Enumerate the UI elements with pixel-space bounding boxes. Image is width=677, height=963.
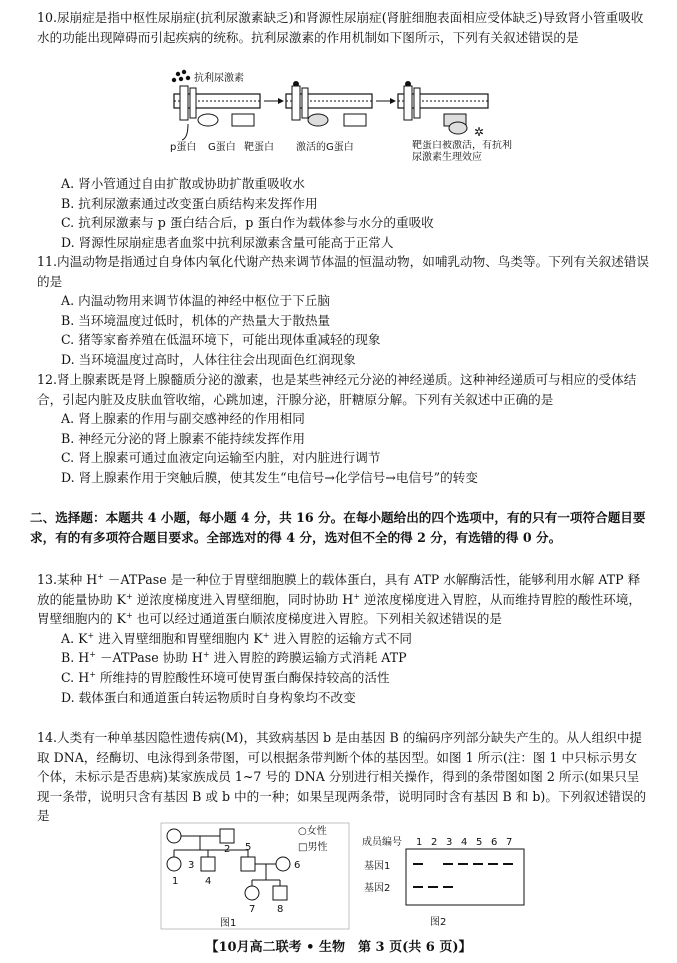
pedigree-female-3 [167,857,181,871]
q11-option-b[interactable]: B. 当环境温度过低时，机体的产热量大于散热量 [61,312,331,328]
q13-c-seg: C. H [61,669,90,685]
q13-c-seg: 所维持的胃腔酸性环境可使胃蛋白酶保持较高的活性 [95,669,390,685]
question-14-stem: 14.人类有一种单基因隐性遗传病(M)，其致病基因 b 是由基因 B 的编码序列部分缺失产生的。从人组织中提取 DNA，经酶切、电泳得到条带图，可以根据条带判断个体的基因型。如图 1 所示(注：图 1 中只标示男女个体，未标示是否患病)某家族成员 1~7 号的 DNA 分别进行相关操作，得到的条带图如图 2 所示(如果只呈现一条带，说明只含有基因 B 或 b 中的一种；如果呈现两条带，说明同时含有基因 B 和 b)。下列叙述错误的是 [37,730,647,824]
gene-1-band [503,863,513,865]
pedigree-number: 3 [188,860,195,871]
q13-a-seg: 进入胃腔的运输方式不同 [269,630,413,646]
q12-option-a[interactable]: A. 肾上腺素的作用与副交感神经的作用相同 [61,411,305,427]
q10-option-c[interactable]: C. 抗利尿激素与 p 蛋白结合后，p 蛋白作为载体参与水分的重吸收 [61,215,434,231]
question-10-stem: 10.尿崩症是指中枢性尿崩症(抗利尿激素缺乏)和肾源性尿崩症(肾脏细胞表面相应受体缺乏)导致肾小管重吸收水的功能出现障碍而引起疾病的统称。抗利尿激素的作用机制如下图所示，下列有关叙述错误的是 [37,10,644,45]
q13-b-seg: 进入胃腔的跨膜运输方式消耗 ATP [209,650,407,666]
member-number: 1 [416,837,423,848]
gene-1-label: 基因1 [364,861,391,872]
pedigree-number: 7 [249,904,256,915]
q13-a-seg: A. K [61,630,88,646]
gene-1-band [488,863,498,865]
membrane-panel-1 [174,86,260,140]
pedigree-number: 5 [245,842,252,853]
section-2-heading [30,508,650,547]
q10-option-a[interactable]: A. 肾小管通过自由扩散或协助扩散重吸收水 [61,176,305,191]
gene-2-band [413,886,423,888]
pedigree-number: 8 [277,904,284,915]
q10-option-b[interactable]: B. 抗利尿激素通过改变蛋白质结构来发挥作用 [61,195,318,211]
gene-2-bands [413,886,453,888]
page-footer: 【10月高二联考 • 生物 第 3 页(共 6 页)】 [205,940,472,955]
figure-1-caption: 图1 [220,918,237,929]
question-14 [37,728,649,826]
q13-stem-seg: －ATPase 是一种位于胃壁细胞膜上的载体蛋白，具有 ATP 水解酶活性，能够利用水解 ATP 释放的能量协助 K [37,572,641,607]
question-13-stem [37,570,649,629]
q13-sup: + [125,591,133,601]
member-number: 5 [476,837,483,848]
q13-option-a[interactable] [37,629,649,649]
membrane-panel-2 [286,81,372,126]
target-protein-label: 靶蛋白 [244,142,274,153]
pedigree-number: 2 [224,844,231,855]
member-number-row [416,837,512,848]
gene-1-band [458,863,468,865]
arrow-2-head-icon [390,98,396,104]
gel-band-figure [360,833,528,931]
q13-c-sup: + [89,669,96,679]
question-12 [37,370,649,488]
q13-option-c[interactable] [37,668,649,688]
q11-option-d[interactable]: D. 当环境温度过高时，人体往往会出现面色红润现象 [61,351,356,367]
legend-female: ○女性 [298,826,327,837]
q13-sup: + [97,572,104,581]
pedigree-male-4 [201,857,215,871]
legend-male: □男性 [298,842,328,853]
activated-target-label: 靶蛋白被激活，有抗利尿激素生理效应 [412,140,512,163]
member-number: 7 [506,837,513,848]
question-11-stem: 11.内温动物是指通过自身体内氧化代谢产热来调节体温的恒温动物，如哺乳动物、鸟类等。下列有关叙述错误的是 [37,254,649,289]
q10-option-d[interactable]: D. 肾源性尿崩症患者血浆中抗利尿激素含量可能高于正常人 [61,234,394,250]
question-11 [37,252,649,370]
q13-option-b[interactable] [37,648,649,668]
section-2-text: 二、选择题：本题共 4 小题，每小题 4 分，共 16 分。在每小题给出的四个选项中，有的只有一项符合题目要求，有的有多项符合题目要求。全部选对的得 4 分，选对但不全的得 2 分，有选错的得 0 分。 [30,510,646,545]
effect-star-icon: ✲ [474,125,485,139]
p-protein-label: p蛋白 [170,142,197,153]
q13-a-sup: + [87,630,95,640]
gene-1-band [413,863,423,865]
pedigree-number: 1 [172,876,179,887]
q13-a-seg: 进入胃壁细胞和胃壁细胞内 K [94,630,263,646]
gene-2-band [443,886,453,888]
pedigree-female-6 [276,857,290,871]
q12-option-c[interactable]: C. 肾上腺素可通过血液定向运输至内脏，对内脏进行调节 [61,450,381,466]
member-number: 4 [461,837,468,848]
q13-stem-seg: 逆浓度梯度进入胃腔，从而维持胃腔的酸性环境，胃壁细胞内的 K [37,591,641,627]
question-10-options [37,174,649,252]
q12-option-d[interactable]: D. 肾上腺素作用于突触后膜，使其发生“电信号→化学信号→电信号”的转变 [61,469,478,485]
q13-b-sup: + [202,650,210,660]
q13-b-sup: + [89,650,96,660]
gene-2-band [428,886,438,888]
gene-1-bands [413,863,513,865]
figure-2-caption: 图2 [430,917,447,928]
pedigree-female-7 [245,886,259,900]
pedigree-number: 6 [294,860,301,871]
member-number-label: 成员编号 [362,837,402,848]
gene-1-band [443,863,453,865]
q13-stem-seg: 13.某种 H [37,572,98,587]
q11-option-c[interactable]: C. 猪等家畜养殖在低温环境下，可能出现体重减轻的现象 [61,332,381,348]
pedigree-male-8 [273,886,287,900]
member-number: 2 [431,837,438,848]
q11-option-a[interactable]: A. 内温动物用来调节体温的神经中枢位于下丘脑 [61,293,330,309]
q13-sup: + [125,611,133,621]
pedigree-female-1 [167,829,181,843]
membrane-panel-3 [398,81,488,139]
pedigree-figure [160,822,350,930]
pedigree-male-2 [220,829,234,843]
question-10 [37,8,649,47]
gel-frame [406,849,524,905]
q13-sup: + [353,591,360,601]
member-number: 3 [446,837,453,848]
activated-g-label: 激活的G蛋白 [296,142,354,153]
member-number: 6 [491,837,498,848]
gene-2-label: 基因2 [364,883,391,894]
q13-b-seg: －ATPase 协助 H [95,650,203,666]
q13-stem-seg: 也可以经过通道蛋白顺浓度梯度进入胃腔。下列相关叙述错误的是 [132,611,502,627]
q12-option-b[interactable]: B. 神经元分泌的肾上腺素不能持续发挥作用 [61,430,305,446]
q13-a-sup: + [262,630,270,640]
arrow-1-head-icon [278,98,284,104]
gene-1-band [473,863,483,865]
adh-mechanism-figure [168,68,520,178]
hormone-dots-icon [172,70,190,82]
hormone-label: 抗利尿激素 [194,73,244,84]
pedigree-number: 4 [205,876,212,887]
q13-b-seg: B. H [61,650,90,666]
question-12-stem: 12.肾上腺素既是肾上腺髓质分泌的激素，也是某些神经元分泌的神经递质。这种神经递质可与相应的受体结合，引起内脏及皮肤血管收缩，心跳加速，汗腺分泌，肝糖原分解。下列有关叙述中正确的是 [37,372,637,407]
g-protein-label: G蛋白 [208,142,236,153]
question-13 [37,570,649,707]
pedigree-male-5 [241,857,255,871]
q13-option-d[interactable]: D. 载体蛋白和通道蛋白转运物质时自身构象均不改变 [61,689,356,705]
q13-stem-seg: 逆浓度梯度进入胃壁细胞，同时协助 H [132,591,354,607]
